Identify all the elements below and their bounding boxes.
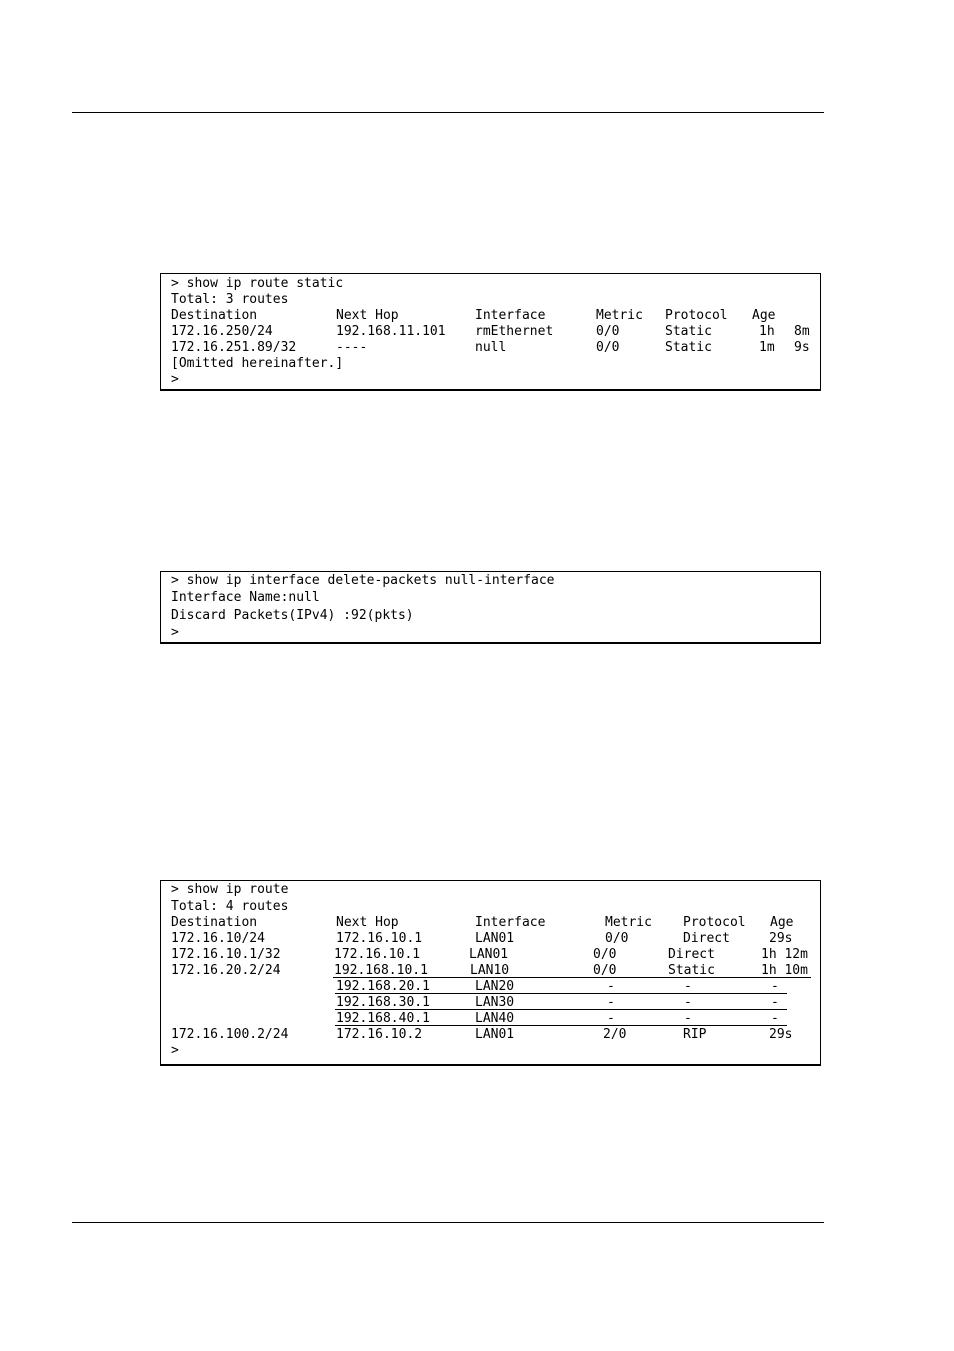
header-next-hop: Next Hop [336,915,399,930]
cell-interface: LAN30 [475,995,515,1010]
cell-age: - [771,1011,779,1026]
cell-metric: - [607,979,615,994]
cell-destination: 172.16.20.2/24 [171,963,281,978]
cell-protocol: Direct [668,947,715,962]
table-row [171,340,812,356]
bottom-rule [72,1222,824,1223]
header-next-hop: Next Hop [336,308,399,323]
table-row [171,1027,812,1043]
cell-age: - [771,979,779,994]
interface-name-line: Interface Name:null [171,590,320,605]
cell-metric: - [607,1011,615,1026]
header-interface: Interface [475,308,546,323]
cell-interface: LAN20 [475,979,515,994]
cell-protocol: - [684,995,692,1010]
cell-next-hop: 192.168.11.101 [336,324,446,339]
underline-lan30-route [335,1009,787,1010]
header-destination: Destination [171,308,258,323]
top-rule [72,112,824,113]
table-row [171,947,812,963]
cell-interface: LAN40 [475,1011,515,1026]
cell-protocol: Static [665,324,712,339]
cell-age: 29s [769,931,793,946]
cell-age: 29s [769,1027,793,1042]
command-line: > show ip route [171,882,289,897]
cell-protocol: Static [665,340,712,355]
cell-age-seconds: 9s [794,340,810,355]
cell-interface: LAN01 [475,1027,515,1042]
cell-metric: 2/0 [603,1027,627,1042]
terminal-box-all-routes [160,880,821,1066]
cell-age: 1h 10m [761,963,808,978]
cell-interface: rmEthernet [475,324,554,339]
underline-lan40-route [335,1025,787,1026]
command-line: > show ip interface delete-packets null-interface [171,573,555,588]
cell-metric: 0/0 [593,947,617,962]
cell-destination: 172.16.10/24 [171,931,265,946]
header-destination: Destination [171,915,258,930]
cell-next-hop: ---- [336,340,368,355]
cell-destination: 172.16.10.1/32 [171,947,281,962]
cell-age-minutes: 8m [794,324,810,339]
cell-metric: - [607,995,615,1010]
cell-next-hop: 172.16.10.2 [336,1027,423,1042]
header-age: Age [770,915,794,930]
cell-age: 1h 12m [761,947,808,962]
cell-protocol: - [684,1011,692,1026]
cell-protocol: RIP [683,1027,707,1042]
cell-metric: 0/0 [605,931,629,946]
cell-destination: 172.16.100.2/24 [171,1027,289,1042]
command-line: > show ip route static [171,276,344,291]
cell-protocol: Direct [683,931,730,946]
cell-metric: 0/0 [596,340,620,355]
total-line: Total: 4 routes [171,899,289,914]
discard-packets-line: Discard Packets(IPv4) :92(pkts) [171,608,414,623]
cell-age-hours: 1m [759,340,775,355]
cell-next-hop: 192.168.20.1 [336,979,430,994]
cell-protocol: - [684,979,692,994]
cell-next-hop: 192.168.30.1 [336,995,430,1010]
cell-next-hop: 172.16.10.1 [334,947,421,962]
cell-metric: 0/0 [593,963,617,978]
header-age: Age [752,308,776,323]
cell-interface: LAN10 [470,963,510,978]
cell-next-hop: 192.168.40.1 [336,1011,430,1026]
header-protocol: Protocol [683,915,746,930]
cell-metric: 0/0 [596,324,620,339]
cell-interface: null [475,340,507,355]
cell-interface: LAN01 [469,947,509,962]
header-row [171,915,812,931]
cell-next-hop: 192.168.10.1 [334,963,428,978]
cell-interface: LAN01 [475,931,515,946]
header-metric: Metric [605,915,652,930]
header-protocol: Protocol [665,308,728,323]
prompt: > [171,372,179,387]
prompt: > [171,1043,179,1058]
underline-lan20-route [335,993,787,994]
header-row [171,308,812,324]
header-metric: Metric [596,308,643,323]
total-line: Total: 3 routes [171,292,289,307]
table-row [171,931,812,947]
cell-destination: 172.16.250/24 [171,324,273,339]
cell-age-hours: 1h [759,324,775,339]
underline-static-route [333,977,811,978]
cell-protocol: Static [668,963,715,978]
table-row [171,324,812,340]
terminal-box-discard-packets [160,571,821,644]
header-interface: Interface [475,915,546,930]
cell-destination: 172.16.251.89/32 [171,340,297,355]
terminal-box-static-routes [160,273,821,391]
prompt: > [171,625,179,640]
cell-age: - [771,995,779,1010]
cell-next-hop: 172.16.10.1 [336,931,423,946]
omitted-note: [Omitted hereinafter.] [171,356,344,371]
